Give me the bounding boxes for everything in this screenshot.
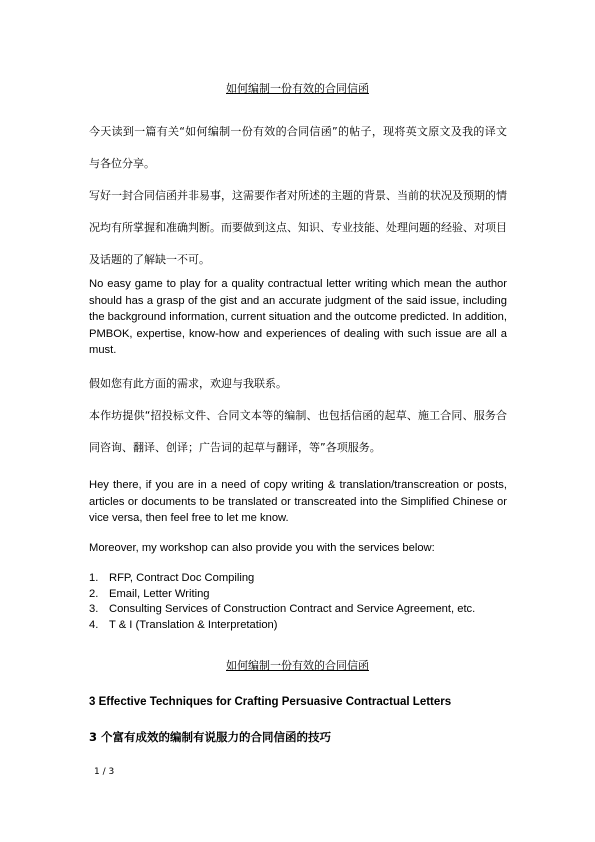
list-item: 4. T & I (Translation & Interpretation) bbox=[89, 618, 278, 631]
zh-paragraph-services: 本作坊提供“招投标文件、合同文本等的编制、也包括信函的起草、施工合同、服务合同咨询、翻译、创译；广告词的起草与翻译，等”各项服务。 bbox=[89, 409, 507, 454]
section-title: 如何编制一份有效的合同信函 bbox=[226, 659, 369, 672]
zh-paragraph-contact: 假如您有此方面的需求，欢迎与我联系。 bbox=[89, 377, 287, 390]
list-item: 3. Consulting Services of Construction Contract and Service Agreement, etc. bbox=[89, 603, 476, 615]
list-item: 2. Email, Letter Writing bbox=[89, 587, 210, 600]
heading-en: 3 Effective Techniques for Crafting Persuasive Contractual Letters bbox=[89, 696, 452, 708]
zh-paragraph-difficulty: 写好一封合同信函并非易事，这需要作者对所述的主题的背景、当前的状况及预期的情况均有所掌握和准确判断。而要做到这点、知识、专业技能、处理问题的经验、对项目及话题的了解缺一不可。 bbox=[89, 189, 507, 266]
page-indicator: 1 / 3 bbox=[94, 767, 115, 777]
en-paragraph-contact: Hey there, if you are in a need of copy writing & translation/transcreation or posts, articles or documents to be translated or transcreated into the Simplified Chinese or vice versa, then feel free to let me know. bbox=[89, 479, 507, 524]
list-item: 1. RFP, Contract Doc Compiling bbox=[89, 572, 255, 584]
services-list bbox=[89, 571, 519, 633]
heading-zh: 3 个富有成效的编制有说服力的合同信函的技巧 bbox=[89, 730, 332, 744]
en-paragraph-services-intro: Moreover, my workshop can also provide you with the services below: bbox=[89, 542, 435, 554]
en-paragraph-difficulty: No easy game to play for a quality contractual letter writing which mean the author should has a grasp of the gist and an accurate judgment of the said issue, including the background information, current situation and the outcome predicted. In addition, PMBOK, expertise, know-how and experiences of dealing with such issue are all a must. bbox=[89, 278, 507, 356]
document-title: 如何编制一份有效的合同信函 bbox=[226, 82, 369, 95]
zh-paragraph-intro: 今天读到一篇有关“如何编制一份有效的合同信函”的帖子，现将英文原文及我的译文与各位分享。 bbox=[89, 125, 507, 170]
